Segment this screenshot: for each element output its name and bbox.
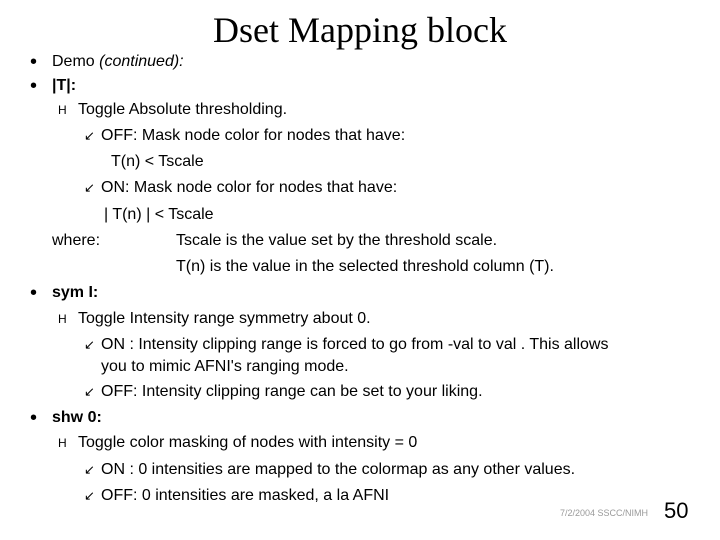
slide-title: Dset Mapping block	[213, 10, 507, 50]
sym-on: ON : Intensity clipping range is forced to go from -val to val . This allows	[101, 336, 609, 353]
bullet-icon: •	[30, 75, 38, 97]
shw-heading: shw 0:	[52, 409, 102, 426]
sub-bullet-icon: H	[58, 312, 67, 326]
sym-toggle: Toggle Intensity range symmetry about 0.	[78, 310, 371, 327]
demo-line	[52, 52, 184, 72]
shw-on: ON : 0 intensities are mapped to the colormap as any other values.	[101, 461, 576, 478]
bullet-icon: •	[30, 51, 38, 73]
arrow-icon: ↙	[84, 337, 95, 352]
page-number: 50	[664, 498, 689, 523]
sym-off: OFF: Intensity clipping range can be set to your liking.	[101, 383, 483, 400]
arrow-icon: ↙	[84, 462, 95, 477]
arrow-icon: ↙	[84, 128, 95, 143]
demo-label: Demo	[52, 53, 100, 70]
bullet-icon: •	[30, 282, 38, 304]
t-on: ON: Mask node color for nodes that have:	[101, 179, 398, 196]
bullet-icon: •	[30, 407, 38, 429]
arrow-icon: ↙	[84, 384, 95, 399]
sub-bullet-icon: H	[58, 436, 67, 450]
shw-toggle: Toggle color masking of nodes with intensity = 0	[78, 434, 418, 451]
shw-off: OFF: 0 intensities are masked, a la AFNI	[101, 487, 390, 504]
sub-bullet-icon: H	[58, 103, 67, 117]
t-heading: |T|:	[52, 77, 77, 94]
t-on-condition: | T(n) | < Tscale	[104, 206, 214, 223]
t-toggle: Toggle Absolute thresholding.	[78, 101, 288, 118]
demo-note: (continued):	[99, 53, 184, 70]
arrow-icon: ↙	[84, 488, 95, 503]
where-tn: T(n) is the value in the selected threshold column (T).	[176, 258, 554, 275]
t-off-condition: T(n) < Tscale	[111, 153, 204, 170]
where-tscale: Tscale is the value set by the threshold scale.	[176, 232, 498, 249]
where-label: where:	[52, 232, 101, 249]
t-off: OFF: Mask node color for nodes that have:	[101, 127, 406, 144]
sym-heading: sym I:	[52, 284, 99, 301]
sym-on-continued: you to mimic AFNI's ranging mode.	[101, 358, 349, 375]
arrow-icon: ↙	[84, 180, 95, 195]
footer-date: 7/2/2004 SSCC/NIMH	[560, 508, 649, 518]
